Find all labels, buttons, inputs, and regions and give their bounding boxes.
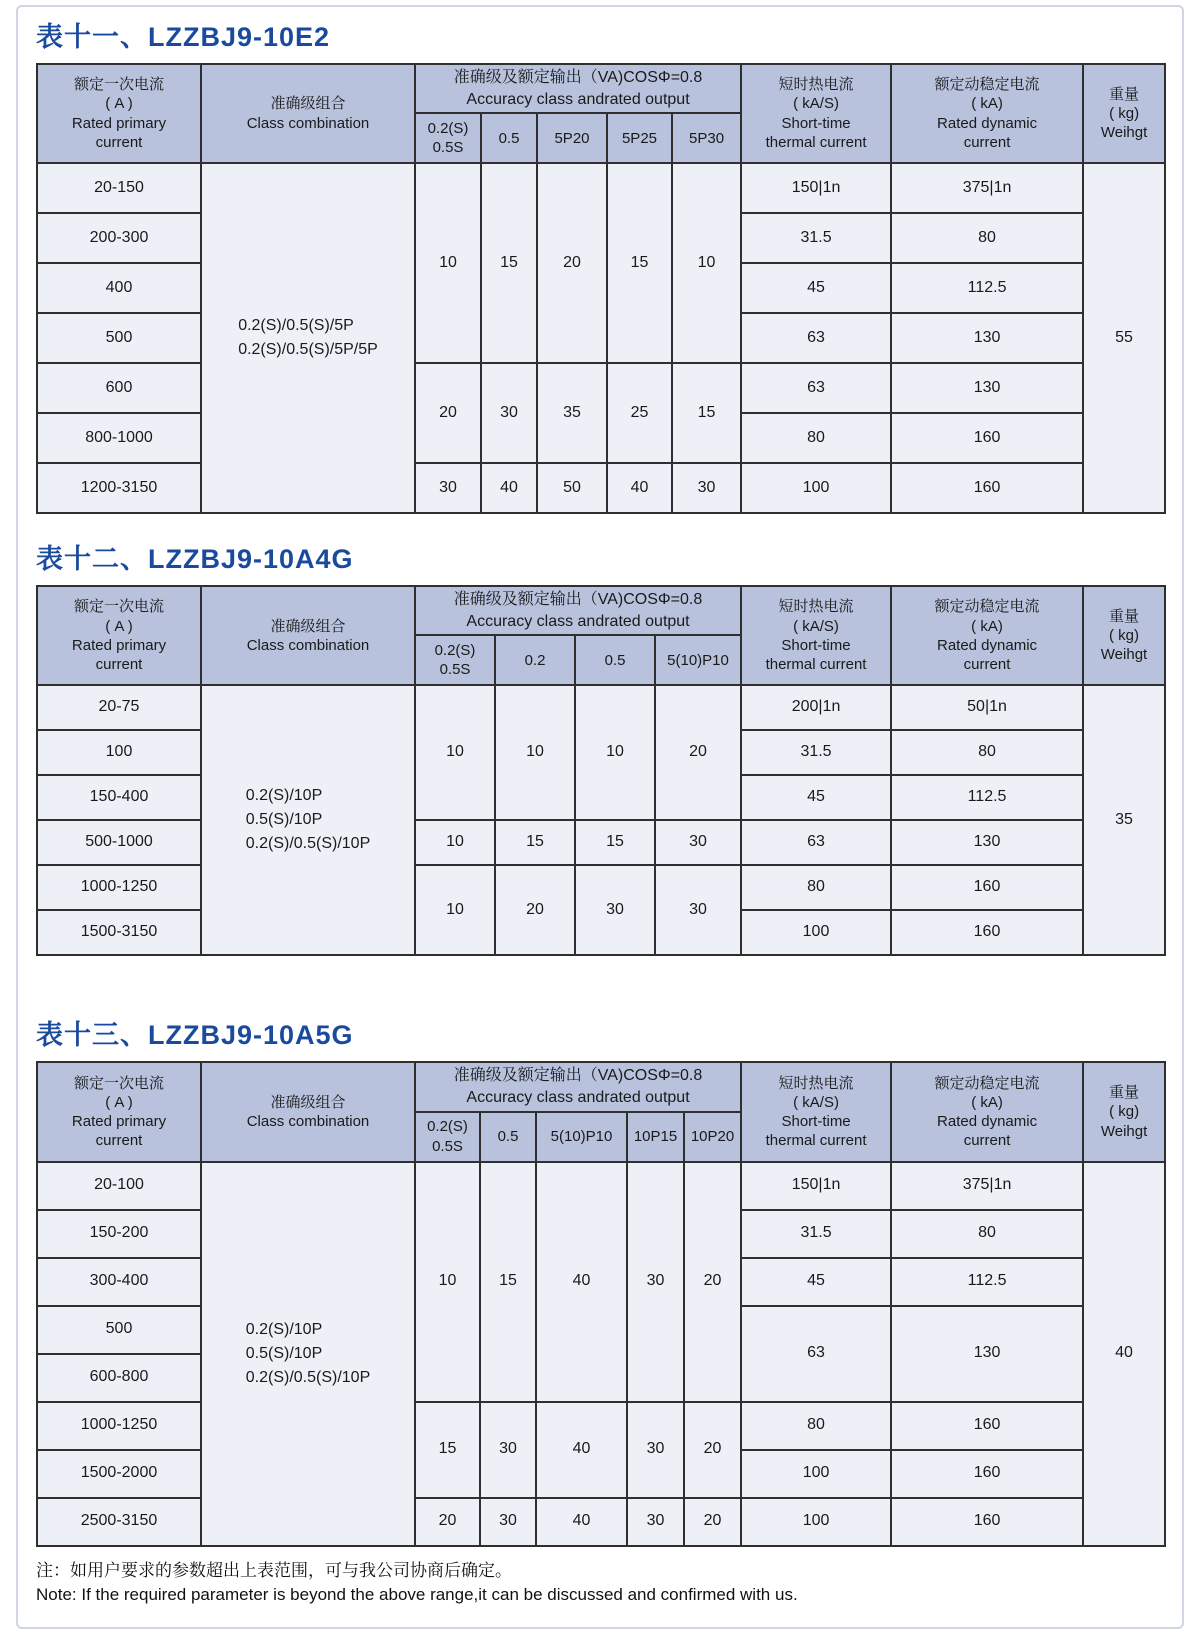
cell-weight: 35 (1083, 685, 1165, 955)
cell-thermal-current: 80 (741, 413, 891, 463)
header-accuracy-output-title: 准确级及额定输出（VA)COSΦ=0.8 Accuracy class andrated output (415, 64, 741, 113)
cell-thermal-current: 150|1n (741, 163, 891, 213)
cell-accuracy-value: 40 (481, 463, 537, 513)
cell-current-range: 800-1000 (37, 413, 201, 463)
cell-dynamic-current: 375|1n (891, 163, 1083, 213)
cell-accuracy-value: 15 (672, 363, 741, 463)
header-short-time-thermal-current: 短时热电流 ( kA/S) Short-time thermal current (741, 1062, 891, 1161)
header-weight: 重量 ( kg) Weihgt (1083, 64, 1165, 163)
header-rated-primary-current: 额定一次电流 ( A ) Rated primary current (37, 64, 201, 163)
cell-accuracy-value: 50 (537, 463, 607, 513)
cell-current-range: 150-200 (37, 1210, 201, 1258)
header-rated-dynamic-current: 额定动稳定电流 ( kA) Rated dynamic current (891, 586, 1083, 685)
cell-dynamic-current: 160 (891, 463, 1083, 513)
header-rated-primary-current: 额定一次电流 ( A ) Rated primary current (37, 586, 201, 685)
cell-accuracy-value: 30 (655, 865, 741, 955)
table-row (37, 1162, 1165, 1210)
cell-accuracy-value: 40 (607, 463, 672, 513)
table-header (37, 64, 1165, 163)
cell-accuracy-value: 15 (481, 163, 537, 363)
cell-current-range: 20-100 (37, 1162, 201, 1210)
cell-thermal-current: 63 (741, 820, 891, 865)
cell-accuracy-value: 30 (480, 1498, 536, 1546)
cell-class-combination (201, 1162, 415, 1546)
cell-accuracy-value: 10 (415, 1162, 480, 1402)
cell-dynamic-current: 80 (891, 730, 1083, 775)
cell-accuracy-value: 30 (627, 1402, 684, 1498)
cell-accuracy-value: 15 (607, 163, 672, 363)
header-accuracy-output-title: 准确级及额定输出（VA)COSΦ=0.8 Accuracy class andrated output (415, 586, 741, 635)
table-title: 表十一、LZZBJ9-10E2 (36, 22, 331, 52)
cell-accuracy-value: 10 (415, 163, 481, 363)
spec-table-lzzbj9-10a5g (36, 1061, 1166, 1546)
cell-thermal-current: 100 (741, 910, 891, 955)
cell-accuracy-value: 10 (415, 820, 495, 865)
cell-thermal-current: 31.5 (741, 213, 891, 263)
header-accuracy-class-col: 5(10)P10 (655, 635, 741, 685)
cell-accuracy-value: 25 (607, 363, 672, 463)
cell-accuracy-value: 15 (575, 820, 655, 865)
class-combination-text: 0.2(S)/0.5(S)/5P 0.2(S)/0.5(S)/5P/5P (238, 317, 378, 359)
cell-accuracy-value: 30 (627, 1498, 684, 1546)
cell-accuracy-value: 20 (495, 865, 575, 955)
cell-dynamic-current: 160 (891, 1498, 1083, 1546)
cell-current-range: 1200-3150 (37, 463, 201, 513)
cell-dynamic-current: 160 (891, 910, 1083, 955)
header-accuracy-class-col: 5P30 (672, 113, 741, 163)
cell-dynamic-current: 80 (891, 213, 1083, 263)
table-body (37, 685, 1165, 955)
footnote-en: Note: If the required parameter is beyond the above range,it can be discussed and confirmed with us. (36, 1585, 798, 1605)
table-row (37, 163, 1165, 213)
header-rated-dynamic-current: 额定动稳定电流 ( kA) Rated dynamic current (891, 64, 1083, 163)
cell-current-range: 600 (37, 363, 201, 413)
cell-dynamic-current: 160 (891, 865, 1083, 910)
table-header (37, 586, 1165, 685)
header-class-combination: 准确级组合 Class combination (201, 64, 415, 163)
table-section-11 (36, 22, 1164, 514)
cell-accuracy-value: 10 (672, 163, 741, 363)
cell-weight: 55 (1083, 163, 1165, 513)
spec-table-lzzbj9-10e2 (36, 63, 1166, 514)
cell-accuracy-value: 20 (684, 1162, 741, 1402)
header-accuracy-class-col: 5P20 (537, 113, 607, 163)
cell-dynamic-current: 80 (891, 1210, 1083, 1258)
class-combination-text: 0.2(S)/10P 0.5(S)/10P 0.2(S)/0.5(S)/10P (245, 787, 371, 853)
cell-thermal-current: 45 (741, 263, 891, 313)
cell-accuracy-value: 30 (481, 363, 537, 463)
cell-accuracy-value: 15 (495, 820, 575, 865)
header-accuracy-class-col: 0.2(S) 0.5S (415, 1112, 480, 1162)
cell-thermal-current: 63 (741, 1306, 891, 1402)
cell-accuracy-value: 40 (536, 1498, 627, 1546)
cell-accuracy-value: 30 (480, 1402, 536, 1498)
spec-table-lzzbj9-10a4g (36, 585, 1166, 956)
header-accuracy-class-col: 5(10)P10 (536, 1112, 627, 1162)
cell-current-range: 1000-1250 (37, 865, 201, 910)
cell-current-range: 20-150 (37, 163, 201, 213)
cell-accuracy-value: 20 (415, 363, 481, 463)
cell-thermal-current: 100 (741, 1450, 891, 1498)
cell-accuracy-value: 15 (415, 1402, 480, 1498)
cell-accuracy-value: 30 (655, 820, 741, 865)
cell-thermal-current: 100 (741, 1498, 891, 1546)
cell-accuracy-value: 10 (495, 685, 575, 820)
cell-thermal-current: 63 (741, 313, 891, 363)
cell-accuracy-value: 30 (627, 1162, 684, 1402)
cell-thermal-current: 100 (741, 463, 891, 513)
cell-current-range: 100 (37, 730, 201, 775)
header-accuracy-class-col: 0.2(S) 0.5S (415, 635, 495, 685)
header-accuracy-class-col: 0.5 (575, 635, 655, 685)
cell-current-range: 500 (37, 1306, 201, 1354)
cell-thermal-current: 150|1n (741, 1162, 891, 1210)
table-title: 表十三、LZZBJ9-10A5G (36, 1020, 354, 1051)
table-body (37, 1162, 1165, 1546)
cell-thermal-current: 31.5 (741, 730, 891, 775)
cell-dynamic-current: 130 (891, 363, 1083, 413)
cell-accuracy-value: 10 (415, 865, 495, 955)
cell-current-range: 2500-3150 (37, 1498, 201, 1546)
header-rated-dynamic-current: 额定动稳定电流 ( kA) Rated dynamic current (891, 1062, 1083, 1161)
cell-current-range: 1500-2000 (37, 1450, 201, 1498)
header-rated-primary-current: 额定一次电流 ( A ) Rated primary current (37, 1062, 201, 1161)
cell-accuracy-value: 10 (575, 685, 655, 820)
header-short-time-thermal-current: 短时热电流 ( kA/S) Short-time thermal current (741, 64, 891, 163)
class-combination-text: 0.2(S)/10P 0.5(S)/10P 0.2(S)/0.5(S)/10P (245, 1320, 371, 1386)
cell-dynamic-current: 112.5 (891, 263, 1083, 313)
cell-accuracy-value: 10 (415, 685, 495, 820)
header-short-time-thermal-current: 短时热电流 ( kA/S) Short-time thermal current (741, 586, 891, 685)
cell-dynamic-current: 112.5 (891, 775, 1083, 820)
header-accuracy-class-col: 0.2 (495, 635, 575, 685)
header-accuracy-class-col: 0.2(S) 0.5S (415, 113, 481, 163)
cell-accuracy-value: 30 (575, 865, 655, 955)
cell-thermal-current: 200|1n (741, 685, 891, 730)
cell-dynamic-current: 375|1n (891, 1162, 1083, 1210)
table-section-12 (36, 544, 1164, 956)
cell-dynamic-current: 112.5 (891, 1258, 1083, 1306)
cell-thermal-current: 45 (741, 1258, 891, 1306)
table-body (37, 163, 1165, 513)
cell-thermal-current: 80 (741, 1402, 891, 1450)
cell-dynamic-current: 130 (891, 820, 1083, 865)
cell-dynamic-current: 160 (891, 1450, 1083, 1498)
header-accuracy-class-col: 0.5 (480, 1112, 536, 1162)
cell-weight: 40 (1083, 1162, 1165, 1546)
table-section-13 (36, 1020, 1164, 1546)
cell-accuracy-value: 30 (672, 463, 741, 513)
footnote-zh: 注：如用户要求的参数超出上表范围，可与我公司协商后确定。 (36, 1560, 512, 1580)
cell-current-range: 500-1000 (37, 820, 201, 865)
cell-current-range: 150-400 (37, 775, 201, 820)
cell-thermal-current: 80 (741, 865, 891, 910)
footnote (36, 1559, 1164, 1608)
header-accuracy-class-col: 10P15 (627, 1112, 684, 1162)
cell-thermal-current: 31.5 (741, 1210, 891, 1258)
cell-accuracy-value: 20 (684, 1498, 741, 1546)
cell-accuracy-value: 20 (684, 1402, 741, 1498)
header-weight: 重量 ( kg) Weihgt (1083, 586, 1165, 685)
cell-accuracy-value: 15 (480, 1162, 536, 1402)
cell-accuracy-value: 40 (536, 1402, 627, 1498)
cell-dynamic-current: 160 (891, 413, 1083, 463)
cell-accuracy-value: 35 (537, 363, 607, 463)
header-accuracy-class-col: 0.5 (481, 113, 537, 163)
header-weight: 重量 ( kg) Weihgt (1083, 1062, 1165, 1161)
cell-thermal-current: 45 (741, 775, 891, 820)
cell-current-range: 600-800 (37, 1354, 201, 1402)
cell-accuracy-value: 20 (415, 1498, 480, 1546)
cell-current-range: 1500-3150 (37, 910, 201, 955)
header-class-combination: 准确级组合 Class combination (201, 1062, 415, 1161)
cell-dynamic-current: 160 (891, 1402, 1083, 1450)
cell-dynamic-current: 50|1n (891, 685, 1083, 730)
header-class-combination: 准确级组合 Class combination (201, 586, 415, 685)
cell-accuracy-value: 20 (655, 685, 741, 820)
cell-accuracy-value: 20 (537, 163, 607, 363)
cell-current-range: 1000-1250 (37, 1402, 201, 1450)
header-accuracy-output-title: 准确级及额定输出（VA)COSΦ=0.8 Accuracy class andrated output (415, 1062, 741, 1111)
header-accuracy-class-col: 10P20 (684, 1112, 741, 1162)
cell-accuracy-value: 30 (415, 463, 481, 513)
table-row (37, 685, 1165, 730)
table-title: 表十二、LZZBJ9-10A4G (36, 544, 354, 575)
cell-thermal-current: 63 (741, 363, 891, 413)
cell-dynamic-current: 130 (891, 1306, 1083, 1402)
cell-current-range: 400 (37, 263, 201, 313)
cell-accuracy-value: 40 (536, 1162, 627, 1402)
cell-class-combination (201, 163, 415, 513)
header-accuracy-class-col: 5P25 (607, 113, 672, 163)
table-header (37, 1062, 1165, 1161)
cell-dynamic-current: 130 (891, 313, 1083, 363)
cell-current-range: 200-300 (37, 213, 201, 263)
cell-class-combination (201, 685, 415, 955)
cell-current-range: 300-400 (37, 1258, 201, 1306)
cell-current-range: 500 (37, 313, 201, 363)
cell-current-range: 20-75 (37, 685, 201, 730)
